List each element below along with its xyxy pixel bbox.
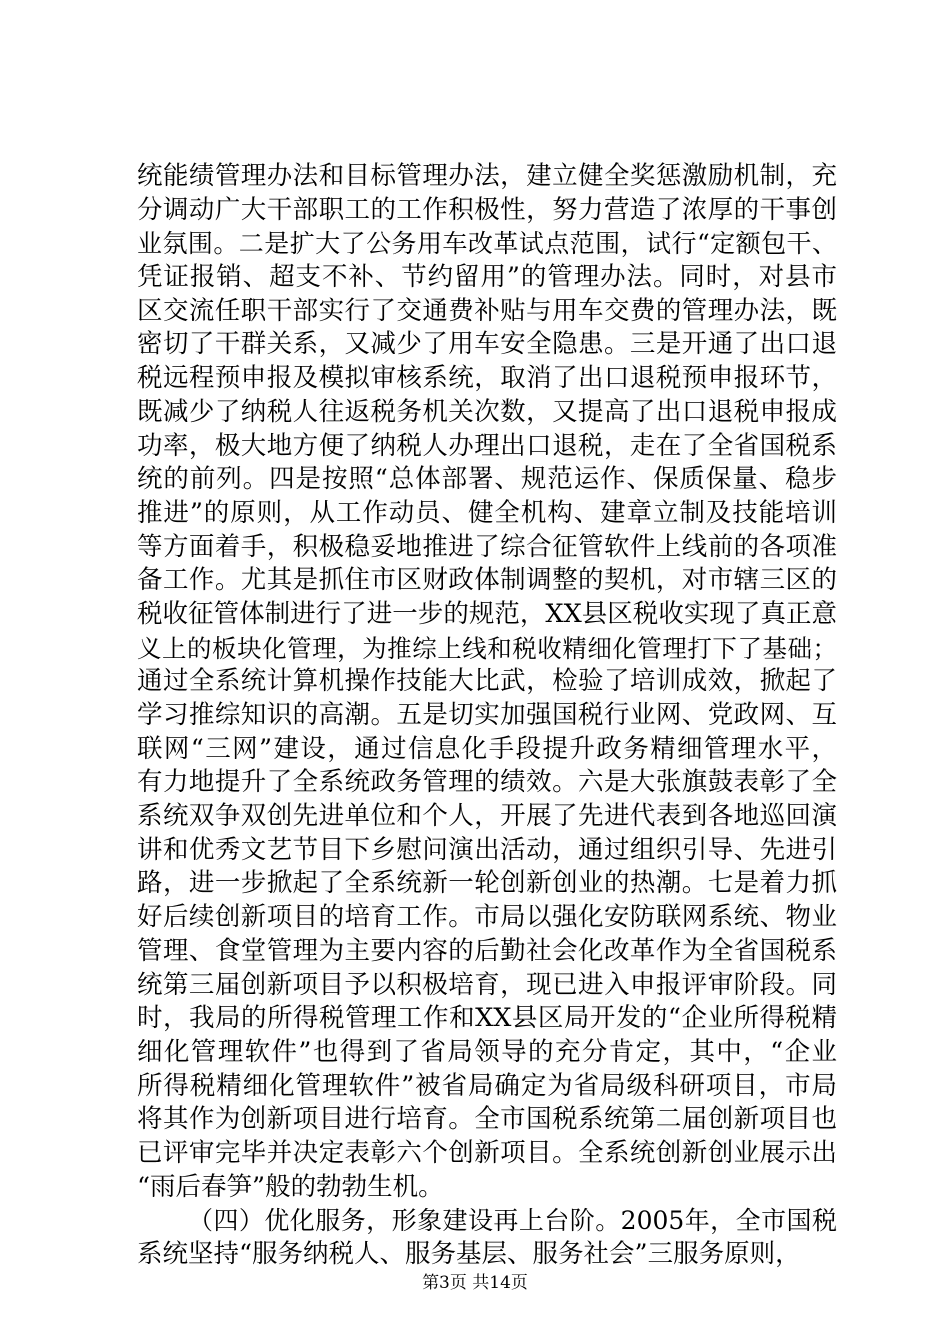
text-line: 税远程预申报及模拟审核系统，取消了出口退税预申报环节， bbox=[137, 363, 837, 394]
text-line: 凭证报销、超支不补、节约留用”的管理办法。同时，对县市 bbox=[137, 262, 837, 293]
text-line: 系统双争双创先进单位和个人，开展了先进代表到各地巡回演 bbox=[137, 801, 837, 832]
text-line: 已评审完毕并决定表彰六个创新项目。全系统创新创业展示出 bbox=[137, 1137, 837, 1168]
text-line: 业氛围。二是扩大了公务用车改革试点范围，试行“定额包干、 bbox=[137, 229, 837, 259]
text-line: 密切了干群关系，又减少了用车安全隐患。三是开通了出口退 bbox=[137, 329, 837, 360]
text-line: 通过全系统计算机操作技能大比武，检验了培训成效，掀起了 bbox=[137, 666, 837, 697]
text-line: 学习推综知识的高潮。五是切实加强国税行业网、党政网、互 bbox=[137, 700, 837, 730]
text-line: 等方面着手，积极稳妥地推进了综合征管软件上线前的各项准 bbox=[137, 531, 837, 562]
text-line: 将其作为创新项目进行培育。全市国税系统第二届创新项目也 bbox=[137, 1104, 837, 1135]
text-line: 管理、食堂管理为主要内容的后勤社会化改革作为全省国税系 bbox=[137, 935, 837, 966]
text-line: 有力地提升了全系统政务管理的绩效。六是大张旗鼓表彰了全 bbox=[137, 767, 837, 798]
text-line: 好后续创新项目的培育工作。市局以强化安防联网系统、物业 bbox=[137, 902, 837, 933]
text-line: 义上的板块化管理，为推综上线和税收精细化管理打下了基础； bbox=[137, 633, 837, 663]
text-line: 税收征管体制进行了进一步的规范，XX县区税收实现了真正意 bbox=[137, 598, 837, 629]
page-footer: 第3页 共14页 bbox=[422, 1273, 528, 1293]
text-line: 统能绩管理办法和目标管理办法，建立健全奖惩激励机制，充 bbox=[137, 161, 837, 191]
text-line: “雨后春笋”般的勃勃生机。 bbox=[137, 1171, 444, 1202]
text-line: 路，进一步掀起了全系统新一轮创新创业的热潮。七是着力抓 bbox=[137, 868, 837, 899]
text-line: 功率，极大地方便了纳税人办理出口退税，走在了全省国税系 bbox=[137, 430, 837, 461]
text-line: 分调动广大干部职工的工作积极性，努力营造了浓厚的干事创 bbox=[137, 194, 837, 225]
body-text bbox=[137, 160, 837, 1272]
text-line: （四）优化服务，形象建设再上台阶。2005年，全市国税 bbox=[188, 1206, 837, 1236]
text-line: 联网“三网”建设，通过信息化手段提升政务精细管理水平， bbox=[137, 733, 837, 764]
text-line: 所得税精细化管理软件”被省局确定为省局级科研项目，市局 bbox=[137, 1070, 837, 1101]
text-line: 既减少了纳税人往返税务机关次数，又提高了出口退税申报成 bbox=[137, 396, 837, 427]
text-line: 统的前列。四是按照“总体部署、规范运作、保质保量、稳步 bbox=[137, 464, 837, 495]
text-line: 统第三届创新项目予以积极培育，现已进入申报评审阶段。同 bbox=[137, 969, 837, 1000]
text-line: 讲和优秀文艺节目下乡慰问演出活动，通过组织引导、先进引 bbox=[137, 834, 837, 865]
text-line: 系统坚持“服务纳税人、服务基层、服务社会”三服务原则， bbox=[137, 1239, 801, 1269]
text-line: 区交流任职干部实行了交通费补贴与用车交费的管理办法，既 bbox=[137, 295, 837, 326]
text-line: 时，我局的所得税管理工作和XX县区局开发的“企业所得税精 bbox=[137, 1003, 837, 1034]
text-line: 推进”的原则，从工作动员、健全机构、建章立制及技能培训 bbox=[137, 497, 837, 528]
text-line: 细化管理软件”也得到了省局领导的充分肯定，其中，“企业 bbox=[137, 1036, 837, 1067]
text-line: 备工作。尤其是抓住市区财政体制调整的契机，对市辖三区的 bbox=[137, 565, 837, 596]
